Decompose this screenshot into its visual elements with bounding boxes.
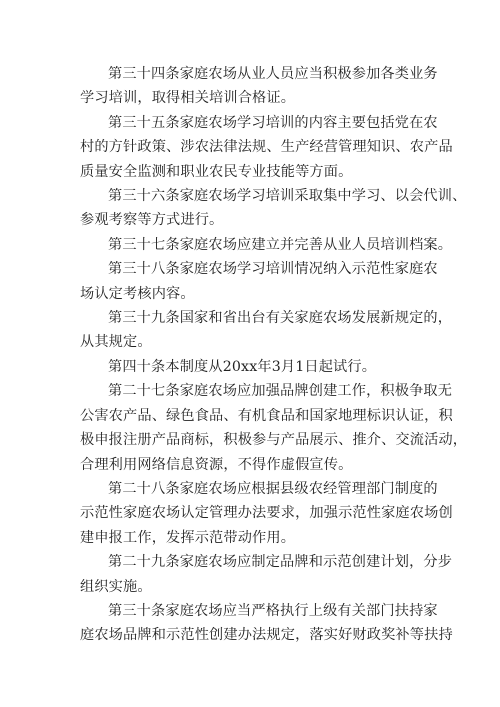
article-39-paragraph xyxy=(80,306,453,355)
paragraph-line: 第二十七条家庭农场应加强品牌创建工作，积极争取无 xyxy=(108,383,453,400)
paragraph-line: 第二十九条家庭农场应制定品牌和示范创建计划，分步 xyxy=(108,554,453,571)
paragraph-line: 第三十条家庭农场应当严格执行上级有关部门扶持家 xyxy=(108,602,438,619)
paragraph-line: 第三十九条国家和省出台有关家庭农场发展新规定的， xyxy=(108,310,453,327)
article-38-paragraph xyxy=(80,257,438,306)
paragraph-line: 第三十六条家庭农场学习培训采取集中学习、以会代训、 xyxy=(108,188,467,205)
article-35-paragraph xyxy=(80,111,453,184)
article-36-paragraph xyxy=(80,184,467,233)
paragraph-line: 组织实施。 xyxy=(80,578,152,595)
paragraph-line: 第三十四条家庭农场从业人员应当积极参加各类业务 xyxy=(108,66,438,82)
paragraph-line: 第三十八条家庭农场学习培训情况纳入示范性家庭农 xyxy=(108,261,438,278)
article-29-paragraph xyxy=(80,550,453,599)
article-34-paragraph xyxy=(80,62,438,111)
paragraph-line: 公害农产品、绿色食品、有机食品和国家地理标识认证，积 xyxy=(80,407,453,424)
article-30-paragraph xyxy=(80,599,453,648)
article-27-paragraph xyxy=(80,379,468,477)
article-40-paragraph xyxy=(80,355,420,379)
paragraph-line: 示范性家庭农场认定管理办法要求，加强示范性家庭农场创 xyxy=(80,505,453,522)
paragraph-line: 极申报注册产品商标，积极参与产品展示、推介、交流活动， xyxy=(80,432,468,449)
paragraph-line: 庭农场品牌和示范性创建办法规定，落实好财政奖补等扶持 xyxy=(80,627,453,644)
paragraph-line: 第三十七条家庭农场应建立并完善从业人员培训档案。 xyxy=(108,236,453,253)
paragraph-line: 合理利用网络信息资源，不得作虚假宣传。 xyxy=(80,456,353,473)
paragraph-line: 质量安全监测和职业农民专业技能等方面。 xyxy=(80,163,353,180)
paragraph-line: 第二十八条家庭农场应根据县级农经管理部门制度的 xyxy=(108,480,438,497)
paragraph-line: 第四十条本制度从20xx年3月1日起试行。 xyxy=(108,358,377,375)
paragraph-line: 村的方针政策、涉农法律法规、生产经营管理知识、农产品 xyxy=(80,139,453,156)
paragraph-line: 从其规定。 xyxy=(80,334,152,351)
paragraph-line: 第三十五条家庭农场学习培训的内容主要包括党在农 xyxy=(108,114,438,131)
document-body xyxy=(80,62,468,648)
article-28-paragraph xyxy=(80,477,453,550)
paragraph-line: 参观考察等方式进行。 xyxy=(80,212,224,229)
paragraph-line: 学习培训，取得相关培训合格证。 xyxy=(80,90,296,107)
article-37-paragraph xyxy=(80,233,453,257)
paragraph-line: 建申报工作，发挥示范带动作用。 xyxy=(80,529,296,546)
paragraph-line: 场认定考核内容。 xyxy=(80,285,195,302)
